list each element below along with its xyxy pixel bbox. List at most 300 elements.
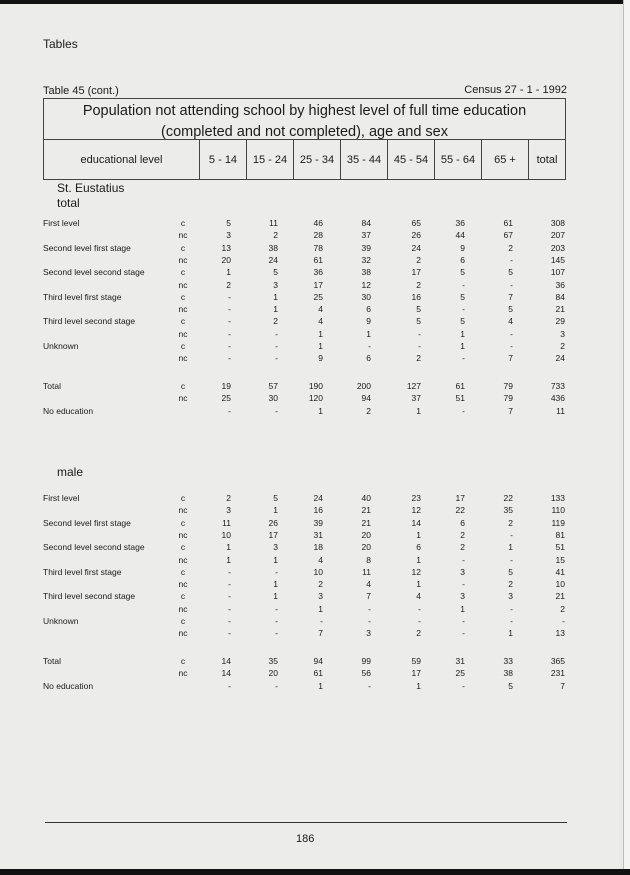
cell-value: 14 — [221, 656, 231, 666]
cell-value: 28 — [313, 230, 323, 241]
cell-value: 1 — [416, 529, 421, 540]
cell-value: 2 — [508, 579, 513, 590]
completion-type: c — [180, 591, 186, 602]
cell-value: 133 — [550, 493, 565, 503]
cell-value: 17 — [268, 529, 278, 540]
table-row — [43, 656, 573, 669]
cell-value: 13 — [221, 242, 231, 253]
cell-value: 5 — [508, 680, 513, 691]
cell-value: 2 — [560, 341, 565, 351]
cell-value: 31 — [313, 529, 323, 540]
row-label: Unknown — [43, 341, 79, 351]
cell-value: 1 — [318, 405, 323, 416]
cell-value: 436 — [550, 393, 565, 404]
table-row — [43, 243, 573, 256]
cell-value: 7 — [508, 291, 513, 302]
cell-value: 6 — [460, 517, 465, 528]
cell-value: 5 — [273, 493, 278, 503]
cell-value: 5 — [508, 267, 513, 278]
table-row — [43, 668, 573, 681]
cell-value: 6 — [366, 304, 371, 315]
cell-value: 65 — [411, 218, 421, 228]
cell-value: 5 — [460, 291, 465, 302]
page-number: 186 — [296, 833, 315, 845]
completion-type: nc — [178, 230, 188, 241]
completion-type: c — [180, 316, 186, 327]
completion-type: nc — [178, 668, 188, 679]
cell-value: 37 — [411, 393, 421, 404]
cell-value: - — [510, 529, 513, 540]
cell-value: 79 — [503, 381, 513, 391]
cell-value: 3 — [273, 542, 278, 553]
title-line-2: (completed and not completed), age and sex — [161, 124, 448, 140]
cell-value: - — [562, 616, 565, 626]
cell-value: 7 — [366, 591, 371, 602]
cell-value: 1 — [416, 680, 421, 691]
column-header: 5 - 14 — [199, 140, 246, 179]
row-label: Third level first stage — [43, 566, 122, 577]
row-label: Second level second stage — [43, 267, 145, 278]
cell-value: 26 — [268, 517, 278, 528]
cell-value: 15 — [555, 554, 565, 565]
cell-value: 4 — [318, 554, 323, 565]
cell-value: 5 — [416, 316, 421, 327]
cell-value: - — [462, 353, 465, 364]
table-row — [43, 267, 573, 280]
cell-value: 31 — [455, 656, 465, 666]
cell-value: - — [228, 591, 231, 602]
cell-value: 7 — [318, 628, 323, 639]
cell-value: 11 — [362, 566, 371, 577]
table-row — [43, 406, 573, 419]
cell-value: 24 — [268, 254, 278, 265]
cell-value: 51 — [455, 393, 465, 404]
row-label: Second level first stage — [43, 517, 131, 528]
cell-value: 1 — [318, 603, 323, 614]
cell-value: 67 — [503, 230, 513, 241]
cell-value: 29 — [555, 316, 565, 327]
cell-value: 84 — [361, 218, 371, 228]
section-label: Tables — [43, 37, 78, 51]
completion-type: nc — [178, 603, 188, 614]
cell-value: - — [228, 405, 231, 416]
table-row — [43, 280, 573, 293]
cell-value: - — [462, 579, 465, 590]
cell-value: 11 — [222, 517, 231, 528]
cell-value: - — [228, 603, 231, 614]
cell-value: - — [275, 328, 278, 339]
table-label: Table 45 (cont.) — [43, 85, 119, 97]
cell-value: - — [418, 328, 421, 339]
cell-value: 6 — [366, 353, 371, 364]
cell-value: 2 — [318, 579, 323, 590]
cell-value: - — [462, 279, 465, 290]
cell-value: 14 — [221, 668, 231, 679]
column-header: 45 - 54 — [387, 140, 434, 179]
cell-value: 23 — [411, 493, 421, 503]
table-row — [43, 681, 573, 694]
cell-value: - — [462, 628, 465, 639]
cell-value: 79 — [503, 393, 513, 404]
cell-value: 25 — [221, 393, 231, 404]
cell-value: - — [275, 616, 278, 626]
completion-type: c — [180, 267, 186, 278]
cell-value: - — [418, 616, 421, 626]
cell-value: 24 — [555, 353, 565, 364]
scan-border-bottom — [0, 869, 630, 875]
cell-value: 1 — [460, 341, 465, 351]
cell-value: 32 — [361, 254, 371, 265]
column-header: 25 - 34 — [293, 140, 340, 179]
cell-value: - — [510, 616, 513, 626]
completion-type: c — [180, 218, 186, 228]
table-row — [43, 341, 573, 354]
cell-value: 11 — [556, 405, 565, 416]
completion-type: c — [180, 341, 186, 351]
cell-value: - — [510, 603, 513, 614]
cell-value: 4 — [416, 591, 421, 602]
completion-type: c — [180, 566, 186, 577]
table-row — [43, 393, 573, 406]
table-row — [43, 518, 573, 531]
cell-value: 13 — [555, 628, 565, 639]
cell-value: 36 — [555, 279, 565, 290]
cell-value: 2 — [226, 493, 231, 503]
cell-value: 5 — [460, 267, 465, 278]
cell-value: 21 — [555, 591, 565, 602]
row-label: Second level first stage — [43, 242, 131, 253]
cell-value: 1 — [318, 328, 323, 339]
region-sex: total — [57, 196, 80, 210]
cell-value: 4 — [318, 304, 323, 315]
cell-value: 3 — [226, 230, 231, 241]
cell-value: - — [418, 341, 421, 351]
table-row — [43, 579, 573, 592]
cell-value: 25 — [455, 668, 465, 679]
row-label: Second level second stage — [43, 542, 145, 553]
cell-value: 1 — [460, 603, 465, 614]
table-row — [43, 604, 573, 617]
cell-value: 2 — [273, 316, 278, 327]
region-name: St. Eustatius — [57, 181, 125, 195]
completion-type: nc — [178, 328, 188, 339]
cell-value: 61 — [313, 668, 323, 679]
cell-value: 3 — [560, 328, 565, 339]
cell-value: - — [368, 603, 371, 614]
completion-type: nc — [178, 353, 188, 364]
cell-value: 78 — [313, 242, 323, 253]
cell-value: 2 — [416, 254, 421, 265]
cell-value: 26 — [411, 230, 421, 241]
row-label: Total — [43, 656, 61, 666]
cell-value: 1 — [416, 554, 421, 565]
cell-value: 21 — [361, 517, 371, 528]
cell-value: 2 — [460, 542, 465, 553]
cell-value: - — [510, 554, 513, 565]
cell-value: 5 — [226, 218, 231, 228]
completion-type: nc — [178, 393, 188, 404]
cell-value: 2 — [508, 517, 513, 528]
cell-value: - — [368, 341, 371, 351]
title-line-1: Population not attending school by highest level of full time education — [82, 103, 527, 119]
cell-value: 1 — [416, 579, 421, 590]
row-label: Third level second stage — [43, 316, 136, 327]
cell-value: - — [228, 291, 231, 302]
cell-value: - — [462, 616, 465, 626]
cell-value: 61 — [503, 218, 513, 228]
cell-value: 41 — [555, 566, 565, 577]
cell-value: - — [462, 304, 465, 315]
cell-value: 94 — [361, 393, 371, 404]
cell-value: 7 — [508, 353, 513, 364]
cell-value: 1 — [460, 328, 465, 339]
completion-type: nc — [178, 529, 188, 540]
cell-value: - — [510, 254, 513, 265]
cell-value: 9 — [366, 316, 371, 327]
completion-type: nc — [178, 505, 188, 516]
completion-type: nc — [178, 279, 188, 290]
cell-value: 1 — [226, 542, 231, 553]
cell-value: 2 — [273, 230, 278, 241]
cell-value: 1 — [226, 554, 231, 565]
cell-value: - — [462, 554, 465, 565]
cell-value: 203 — [550, 242, 565, 253]
cell-value: 231 — [550, 668, 565, 679]
cell-value: 20 — [268, 668, 278, 679]
cell-value: 1 — [273, 291, 278, 302]
row-label: First level — [43, 493, 80, 503]
cell-value: 2 — [460, 529, 465, 540]
cell-value: 6 — [416, 542, 421, 553]
cell-value: 39 — [313, 517, 323, 528]
cell-value: 12 — [361, 279, 371, 290]
completion-type: c — [180, 656, 186, 666]
table-row — [43, 591, 573, 604]
cell-value: 110 — [551, 505, 565, 516]
cell-value: 56 — [361, 668, 371, 679]
cell-value: 17 — [313, 279, 323, 290]
cell-value: 1 — [508, 542, 513, 553]
cell-value: 35 — [503, 505, 513, 516]
cell-value: 33 — [503, 656, 513, 666]
cell-value: 25 — [313, 291, 323, 302]
completion-type: nc — [178, 304, 188, 315]
column-header: 35 - 44 — [340, 140, 387, 179]
cell-value: 1 — [318, 680, 323, 691]
cell-value: - — [275, 680, 278, 691]
cell-value: 5 — [460, 316, 465, 327]
cell-value: 2 — [366, 405, 371, 416]
cell-value: 1 — [273, 554, 278, 565]
row-label: First level — [43, 218, 80, 228]
cell-value: 10 — [313, 566, 323, 577]
column-header: educational level — [80, 153, 163, 166]
table-row — [43, 505, 573, 518]
cell-value: 733 — [550, 381, 565, 391]
table-row — [43, 567, 573, 580]
row-label: Third level second stage — [43, 591, 136, 602]
cell-value: 61 — [313, 254, 323, 265]
column-header: 15 - 24 — [246, 140, 293, 179]
cell-value: 2 — [226, 279, 231, 290]
cell-value: 57 — [268, 381, 278, 391]
cell-value: 17 — [411, 267, 421, 278]
cell-value: - — [275, 341, 278, 351]
row-label: Total — [43, 381, 61, 391]
cell-value: - — [228, 680, 231, 691]
cell-value: - — [228, 628, 231, 639]
footer-rule — [45, 822, 567, 823]
cell-value: 17 — [411, 668, 421, 679]
cell-value: 12 — [411, 505, 421, 516]
completion-type: c — [180, 542, 186, 553]
cell-value: 2 — [416, 279, 421, 290]
cell-value: 4 — [508, 316, 513, 327]
cell-value: - — [228, 304, 231, 315]
cell-value: 308 — [550, 218, 565, 228]
cell-value: 190 — [308, 381, 323, 391]
table-row — [43, 329, 573, 342]
cell-value: 36 — [455, 218, 465, 228]
male-label: male — [57, 465, 84, 479]
cell-value: 3 — [226, 505, 231, 516]
cell-value: 4 — [318, 316, 323, 327]
table-row — [43, 316, 573, 329]
cell-value: 127 — [406, 381, 421, 391]
cell-value: 24 — [313, 493, 323, 503]
page-edge — [623, 0, 630, 875]
cell-value: - — [275, 603, 278, 614]
cell-value: 1 — [416, 405, 421, 416]
cell-value: 21 — [361, 505, 371, 516]
cell-value: - — [418, 603, 421, 614]
table-row — [43, 542, 573, 555]
cell-value: 36 — [313, 267, 323, 278]
cell-value: 6 — [460, 254, 465, 265]
cell-value: - — [275, 405, 278, 416]
cell-value: 2 — [560, 603, 565, 614]
cell-value: 1 — [273, 591, 278, 602]
cell-value: 5 — [273, 267, 278, 278]
table-row — [43, 616, 573, 629]
cell-value: 1 — [273, 505, 278, 516]
cell-value: 2 — [508, 242, 513, 253]
cell-value: - — [462, 680, 465, 691]
cell-value: 35 — [268, 656, 278, 666]
cell-value: 44 — [455, 230, 465, 241]
cell-value: 2 — [416, 628, 421, 639]
cell-value: 20 — [361, 529, 371, 540]
completion-type: nc — [178, 254, 188, 265]
cell-value: 38 — [503, 668, 513, 679]
cell-value: 3 — [460, 566, 465, 577]
cell-value: 39 — [361, 242, 371, 253]
completion-type: c — [180, 291, 186, 302]
row-label: Third level first stage — [43, 291, 122, 302]
cell-value: 18 — [313, 542, 323, 553]
cell-value: - — [368, 616, 371, 626]
cell-value: - — [368, 680, 371, 691]
cell-value: 9 — [318, 353, 323, 364]
cell-value: 3 — [318, 591, 323, 602]
cell-value: 5 — [416, 304, 421, 315]
cell-value: 38 — [361, 267, 371, 278]
column-header: 55 - 64 — [434, 140, 481, 179]
cell-value: 20 — [361, 542, 371, 553]
cell-value: 1 — [508, 628, 513, 639]
table-row — [43, 353, 573, 366]
cell-value: - — [320, 616, 323, 626]
column-header: total — [528, 140, 565, 179]
cell-value: - — [228, 566, 231, 577]
cell-value: 99 — [361, 656, 371, 666]
cell-value: 84 — [555, 291, 565, 302]
cell-value: 3 — [273, 279, 278, 290]
cell-value: - — [228, 316, 231, 327]
cell-value: 12 — [411, 566, 421, 577]
completion-type: c — [180, 242, 186, 253]
cell-value: 51 — [555, 542, 565, 553]
cell-value: 4 — [366, 579, 371, 590]
completion-type: c — [180, 517, 186, 528]
column-header: 65 + — [481, 140, 528, 179]
cell-value: - — [275, 628, 278, 639]
cell-value: 1 — [318, 341, 323, 351]
table-row — [43, 493, 573, 506]
cell-value: 120 — [308, 393, 323, 404]
table-row — [43, 304, 573, 317]
cell-value: 16 — [411, 291, 421, 302]
census-date: Census 27 - 1 - 1992 — [464, 84, 567, 96]
completion-type: nc — [178, 579, 188, 590]
cell-value: 5 — [508, 566, 513, 577]
cell-value: 11 — [269, 218, 278, 228]
cell-value: - — [510, 341, 513, 351]
row-label: No education — [43, 405, 94, 416]
cell-value: 7 — [560, 680, 565, 691]
cell-value: 17 — [455, 493, 465, 503]
completion-type: nc — [178, 554, 188, 565]
cell-value: 5 — [508, 304, 513, 315]
cell-value: 3 — [508, 591, 513, 602]
cell-value: 207 — [550, 230, 565, 241]
cell-value: 16 — [313, 505, 323, 516]
cell-value: - — [228, 341, 231, 351]
cell-value: 1 — [366, 328, 371, 339]
cell-value: 46 — [313, 218, 323, 228]
scan-border-top — [0, 0, 630, 4]
table-row — [43, 530, 573, 543]
cell-value: 145 — [550, 254, 565, 265]
cell-value: 94 — [313, 656, 323, 666]
cell-value: - — [510, 279, 513, 290]
cell-value: 119 — [551, 517, 565, 528]
cell-value: 22 — [503, 493, 513, 503]
cell-value: 14 — [411, 517, 421, 528]
table-row — [43, 628, 573, 641]
cell-value: 3 — [366, 628, 371, 639]
table-row — [43, 292, 573, 305]
cell-value: 21 — [555, 304, 565, 315]
row-label: Unknown — [43, 616, 79, 626]
cell-value: 40 — [361, 493, 371, 503]
completion-type: nc — [178, 628, 188, 639]
table-row — [43, 230, 573, 243]
cell-value: 2 — [416, 353, 421, 364]
cell-value: - — [275, 353, 278, 364]
cell-value: 365 — [550, 656, 565, 666]
cell-value: - — [228, 353, 231, 364]
